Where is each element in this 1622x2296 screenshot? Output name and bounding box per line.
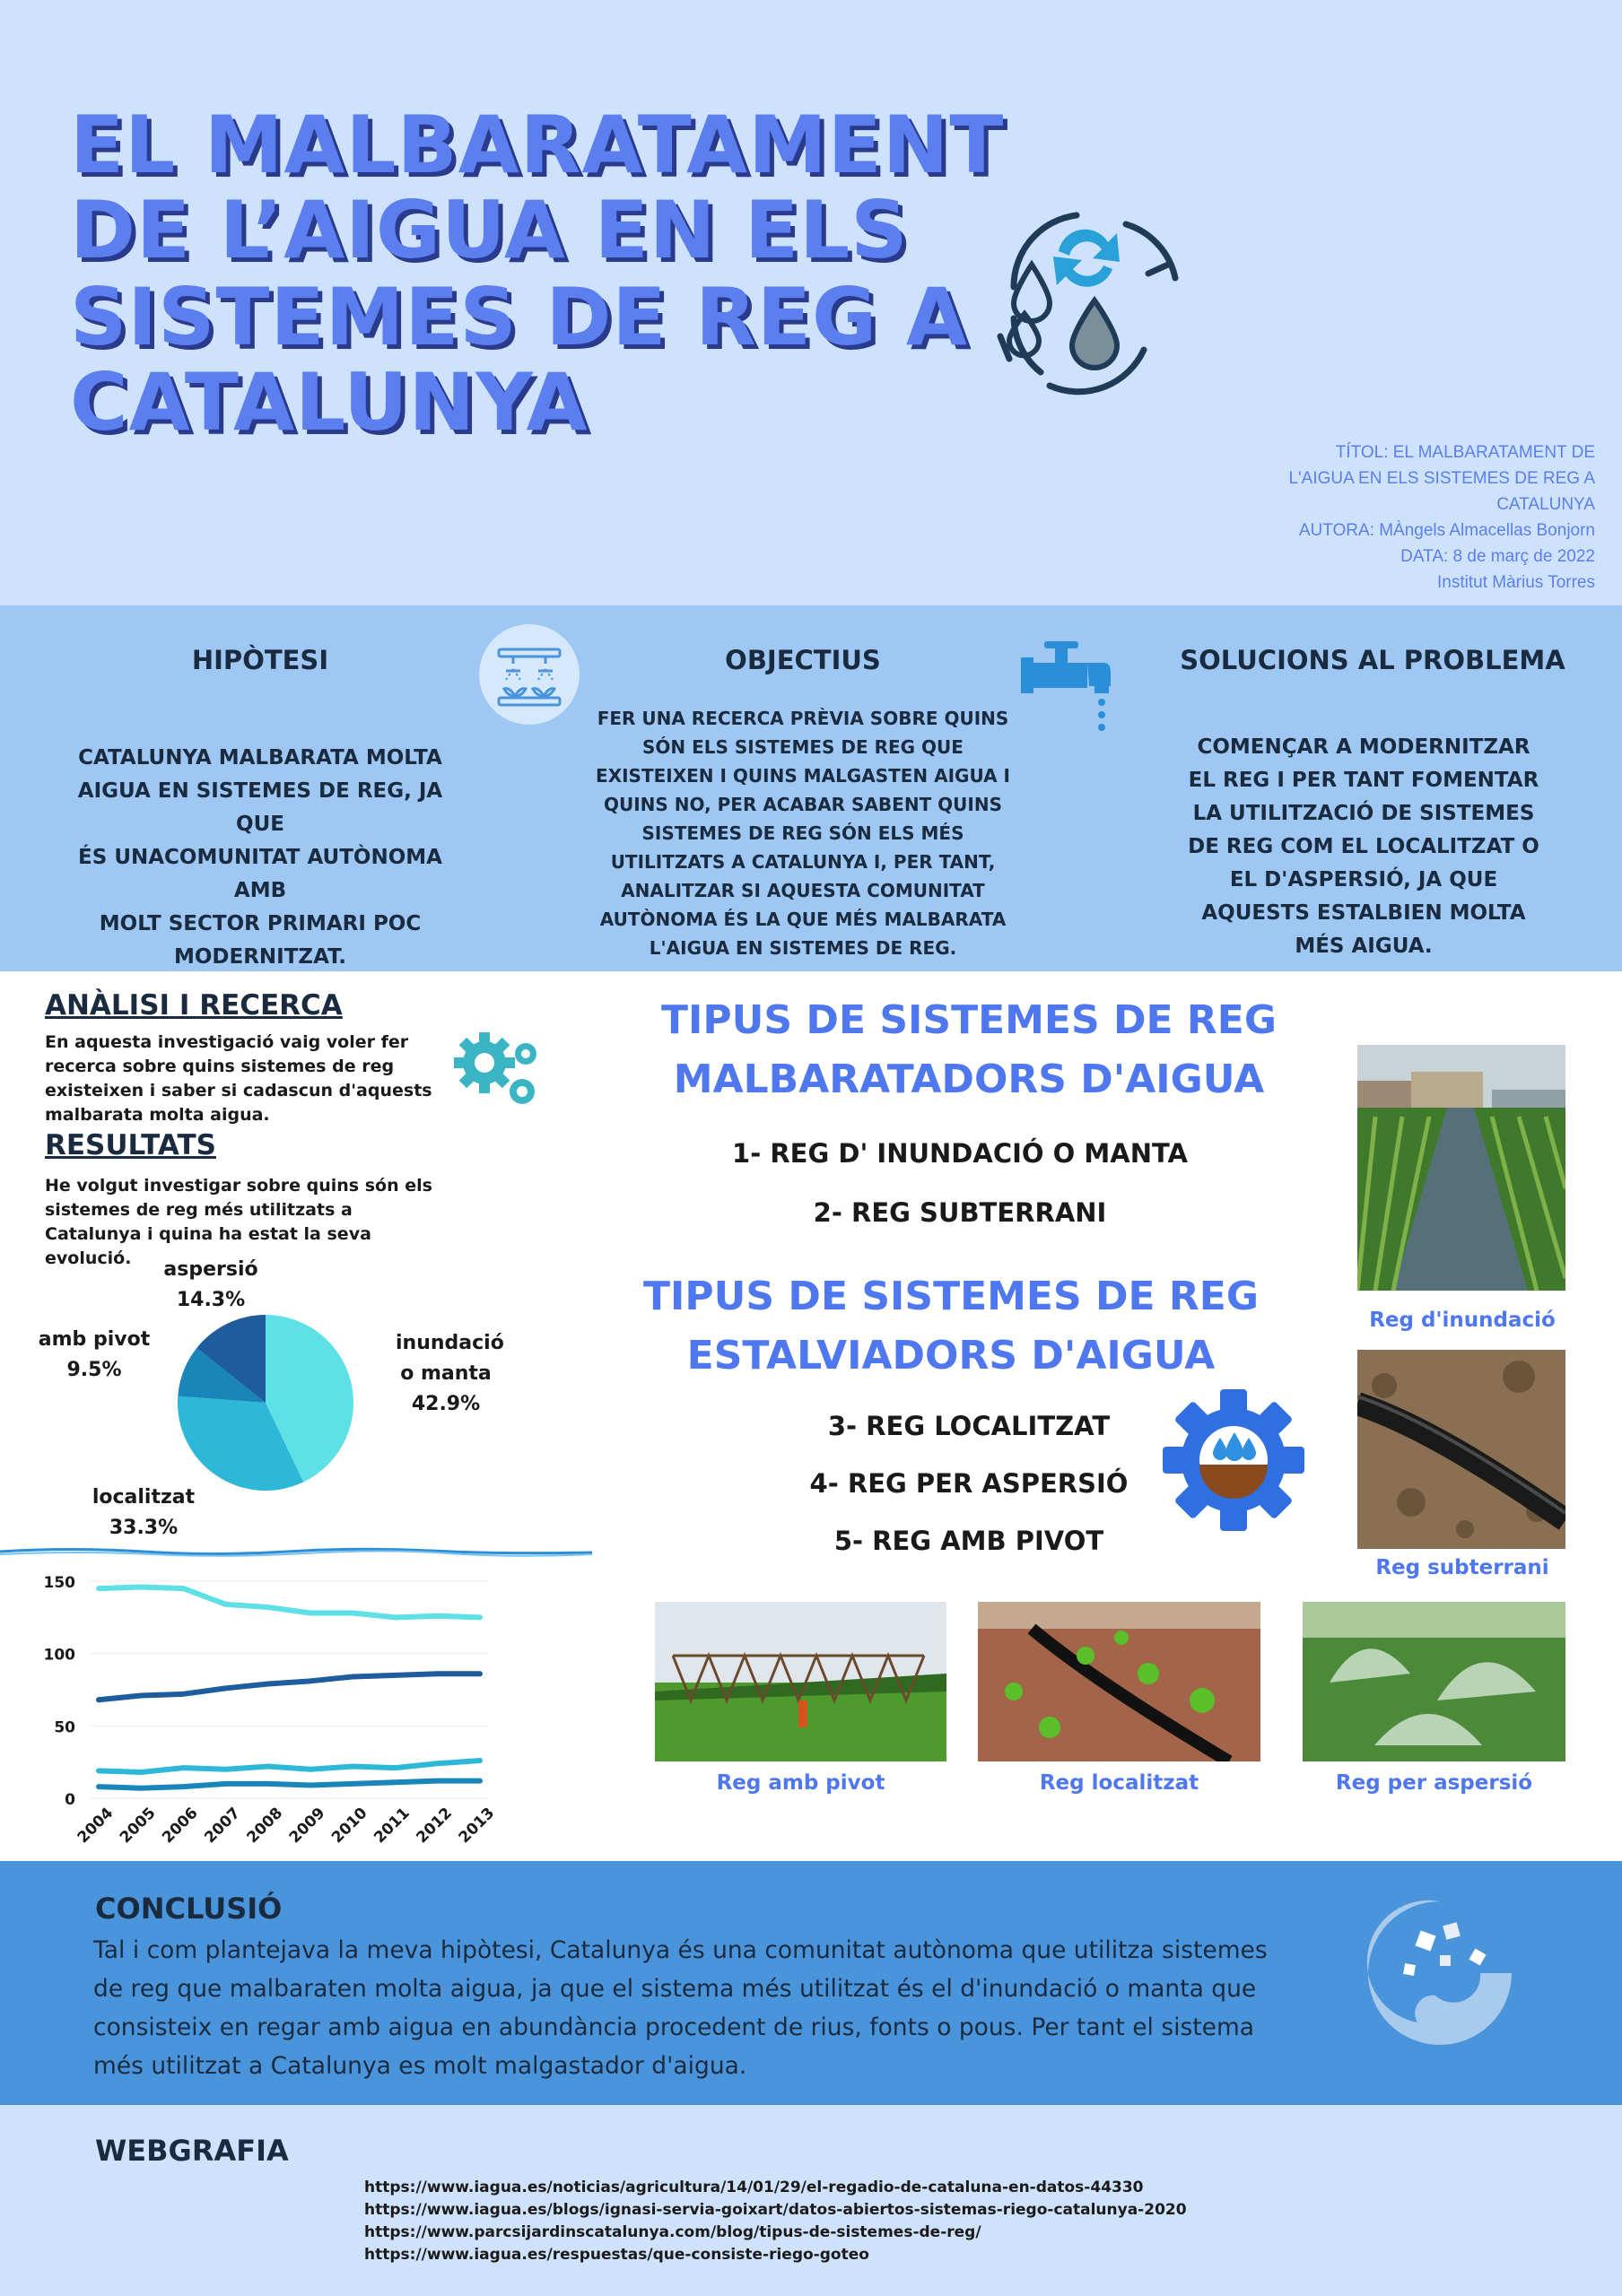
pie-label-value: 9.5% — [66, 1359, 122, 1381]
poster-meta — [1218, 439, 1595, 596]
solucions-line: DE REG COM EL LOCALITZAT O — [1188, 835, 1539, 858]
hipotesi-line: MOLT SECTOR PRIMARI POC — [99, 912, 422, 935]
objectius-line: L'AIGUA EN SISTEMES DE REG. — [649, 937, 957, 959]
objectius-line: AUTÒNOMA ÉS LA QUE MÉS MALBARATA — [599, 909, 1007, 930]
pie-label-inundacio — [388, 1328, 504, 1420]
poster-title-line-4: CATALUNYA — [70, 356, 589, 448]
malbaratadors-title — [628, 991, 1310, 1109]
eco-puzzle-icon — [1364, 1897, 1516, 2049]
hipotesi-line: ÉS UNACOMUNITAT AUTÒNOMA AMB — [78, 846, 442, 902]
x-tick-label: 2004 — [74, 1804, 118, 1848]
conclusion-section — [0, 1861, 1622, 2105]
series-line — [99, 1761, 480, 1772]
meta-line: L'AIGUA EN ELS SISTEMES DE REG A — [1288, 469, 1595, 488]
pie-label-localitzat — [81, 1483, 206, 1544]
objectius-text — [556, 704, 1050, 962]
webgrafia-link[interactable]: https://www.iagua.es/noticias/agricultura/14/01/29/el-regadio-de-cataluna-en-datos-44330 — [364, 2179, 1144, 2196]
header — [0, 0, 1622, 605]
poster-title-line-3: SISTEMES DE REG A — [70, 271, 968, 363]
y-tick-label: 100 — [43, 1646, 75, 1665]
resultats-line: sistemes de reg més utilitzats a — [45, 1200, 353, 1220]
x-tick-label: 2006 — [159, 1804, 202, 1848]
analisi-text — [45, 1031, 440, 1127]
estalviadors-title-line: TIPUS DE SISTEMES DE REG — [643, 1274, 1259, 1319]
solucions-line: MÉS AIGUA. — [1295, 935, 1433, 958]
conclusio-text — [93, 1931, 1313, 2085]
photo-reg-aspersio — [1303, 1602, 1565, 1761]
resultats-line: evolució. — [45, 1248, 132, 1268]
solucions-line: EL REG I PER TANT FOMENTAR — [1188, 769, 1539, 792]
pie-label-name: amb pivot — [38, 1328, 151, 1351]
hipotesi-line: MODERNITZAT. — [173, 945, 347, 969]
pie-label-value: 33.3% — [109, 1517, 179, 1539]
objectius-line: ANALITZAR SI AQUESTA COMUNITAT — [621, 880, 985, 901]
hipotesi-line: CATALUNYA MALBARATA MOLTA — [78, 746, 442, 770]
pie-label-aspersio — [153, 1255, 269, 1316]
solucions-line: EL D'ASPERSIÓ, JA QUE — [1229, 868, 1498, 891]
y-tick-label: 50 — [54, 1718, 75, 1737]
series-line — [99, 1587, 480, 1617]
meta-line: CATALUNYA — [1496, 495, 1595, 514]
wave-divider — [0, 1545, 592, 1558]
resultats-line: Catalunya i quina ha estat la seva — [45, 1224, 371, 1244]
objectius-heading: OBJECTIUS — [725, 645, 881, 675]
list-item-inundacio: 1- REG D' INUNDACIÓ O MANTA — [732, 1138, 1188, 1169]
pie-label-name: localitzat — [92, 1486, 196, 1509]
photo-reg-inundacio — [1357, 1045, 1565, 1291]
irrigation-share-pie-chart — [176, 1313, 355, 1492]
solucions-line: AQUESTS ESTALBIEN MOLTA — [1201, 901, 1526, 925]
list-item-pivot: 5- REG AMB PIVOT — [833, 1526, 1104, 1556]
photo-reg-pivot — [655, 1602, 946, 1761]
x-tick-label: 2010 — [327, 1804, 371, 1848]
hipotesi-heading: HIPÒTESI — [191, 645, 329, 675]
irrigation-evolution-line-chart — [27, 1563, 511, 1859]
meta-date: DATA: 8 de març de 2022 — [1400, 547, 1595, 566]
webgrafia-section — [0, 2105, 1622, 2296]
water-recycle-icon — [960, 179, 1193, 413]
analisi-heading: ANÀLISI I RECERCA — [45, 989, 343, 1022]
analisi-line: recerca sobre quins sistemes de reg — [45, 1057, 395, 1076]
objectius-line: SÓN ELS SISTEMES DE REG QUE — [642, 736, 964, 758]
estalviadors-title — [610, 1267, 1292, 1386]
pie-label-name: inundació o manta — [396, 1332, 504, 1385]
meta-author: AUTORA: MÀngels Almacellas Bonjorn — [1298, 521, 1595, 540]
x-tick-label: 2008 — [243, 1804, 287, 1848]
water-gear-icon — [1157, 1384, 1310, 1536]
analysis-section — [0, 971, 1622, 1861]
solucions-line: COMENÇAR A MODERNITZAR — [1197, 735, 1530, 759]
x-tick-label: 2009 — [285, 1804, 329, 1848]
meta-line: TÍTOL: EL MALBARATAMENT DE — [1335, 443, 1595, 462]
analisi-line: En aquesta investigació vaig voler fer — [45, 1032, 409, 1052]
estalviadors-title-line: ESTALVIADORS D'AIGUA — [686, 1333, 1216, 1378]
pie-label-name: aspersió — [163, 1258, 258, 1281]
poster-title-line-2: DE L’AIGUA EN ELS — [70, 184, 909, 276]
analisi-line: malbarata molta aigua. — [45, 1105, 270, 1125]
y-tick-label: 0 — [65, 1791, 75, 1809]
objectius-line: FER UNA RECERCA PRÈVIA SOBRE QUINS — [597, 708, 1009, 729]
webgrafia-heading: WEBGRAFIA — [95, 2134, 289, 2168]
objectius-line: SISTEMES DE REG SÓN ELS MÉS — [641, 822, 964, 844]
gears-icon — [449, 1027, 549, 1117]
water-tap-icon — [1014, 639, 1121, 738]
hipotesi-line: AIGUA EN SISTEMES DE REG, JA QUE — [77, 779, 443, 836]
malbaratadors-title-line: TIPUS DE SISTEMES DE REG — [661, 997, 1277, 1043]
conclusio-line: més utilitzat a Catalunya es molt malgastador d'aigua. — [93, 2052, 747, 2080]
list-item-localitzat: 3- REG LOCALITZAT — [827, 1411, 1111, 1441]
objectius-line: QUINS NO, PER ACABAR SABENT QUINS — [603, 794, 1002, 815]
x-tick-label: 2012 — [413, 1804, 457, 1848]
pie-label-pivot — [36, 1325, 153, 1386]
pie-label-value: 14.3% — [176, 1289, 246, 1311]
webgrafia-link[interactable]: https://www.iagua.es/respuestas/que-consiste-riego-goteo — [364, 2246, 869, 2264]
hipotesi-text — [54, 742, 467, 974]
hypothesis-objectives-band — [0, 605, 1622, 971]
conclusio-heading: CONCLUSIÓ — [95, 1892, 283, 1926]
series-line — [99, 1674, 480, 1700]
malbaratadors-title-line: MALBARATADORS D'AIGUA — [673, 1057, 1265, 1102]
webgrafia-link[interactable]: https://www.iagua.es/blogs/ignasi-servia-goixart/datos-abiertos-sistemas-riego-catalunya-2020 — [364, 2201, 1187, 2219]
x-tick-label: 2011 — [371, 1804, 414, 1848]
x-tick-label: 2007 — [201, 1804, 244, 1848]
caption-reg-inundacio: Reg d'inundació — [1369, 1309, 1556, 1332]
conclusio-line: de reg que malbaraten molta aigua, ja que el sistema més utilitzat és el d'inundació o manta que — [93, 1975, 1257, 2003]
solucions-text — [1139, 731, 1588, 963]
objectius-line: UTILITZATS A CATALUNYA I, PER TANT, — [610, 851, 996, 873]
list-item-subterrani: 2- REG SUBTERRANI — [813, 1197, 1107, 1228]
list-item-aspersio: 4- REG PER ASPERSIÓ — [809, 1468, 1129, 1499]
resultats-line: He volgut investigar sobre quins són els — [45, 1176, 432, 1196]
solucions-line: LA UTILITZACIÓ DE SISTEMES — [1192, 802, 1535, 825]
photo-reg-subterrani — [1357, 1350, 1565, 1549]
x-tick-label: 2005 — [116, 1804, 160, 1848]
x-tick-label: 2013 — [455, 1804, 499, 1848]
meta-school: Institut Màrius Torres — [1437, 573, 1595, 592]
analisi-line: existeixen i saber si cadascun d'aquests — [45, 1081, 432, 1100]
caption-reg-pivot: Reg amb pivot — [716, 1771, 885, 1795]
conclusio-line: Tal i com plantejava la meva hipòtesi, Catalunya és una comunitat autònoma que utilitza sistemes — [93, 1936, 1268, 1964]
series-line — [99, 1781, 480, 1788]
solucions-heading: SOLUCIONS AL PROBLEMA — [1180, 645, 1565, 675]
photo-reg-localitzat — [978, 1602, 1260, 1761]
caption-reg-localitzat: Reg localitzat — [1039, 1771, 1199, 1795]
webgrafia-list — [364, 2177, 1187, 2266]
objectius-line: EXISTEIXEN I QUINS MALGASTEN AIGUA I — [596, 765, 1010, 787]
poster-title-line-1: EL MALBARATAMENT — [70, 99, 1005, 191]
y-tick-label: 150 — [43, 1574, 75, 1592]
pie-label-value: 42.9% — [411, 1393, 481, 1415]
conclusio-line: consisteix en regar amb aigua en abundància procedent de rius, fonts o pous. Per tant el sistema — [93, 2013, 1255, 2041]
caption-reg-subterrani: Reg subterrani — [1375, 1556, 1549, 1579]
caption-reg-aspersio: Reg per aspersió — [1335, 1771, 1533, 1795]
resultats-heading: RESULTATS — [45, 1129, 216, 1161]
webgrafia-link[interactable]: https://www.parcsijardinscatalunya.com/blog/tipus-de-sistemes-de-reg/ — [364, 2223, 981, 2241]
